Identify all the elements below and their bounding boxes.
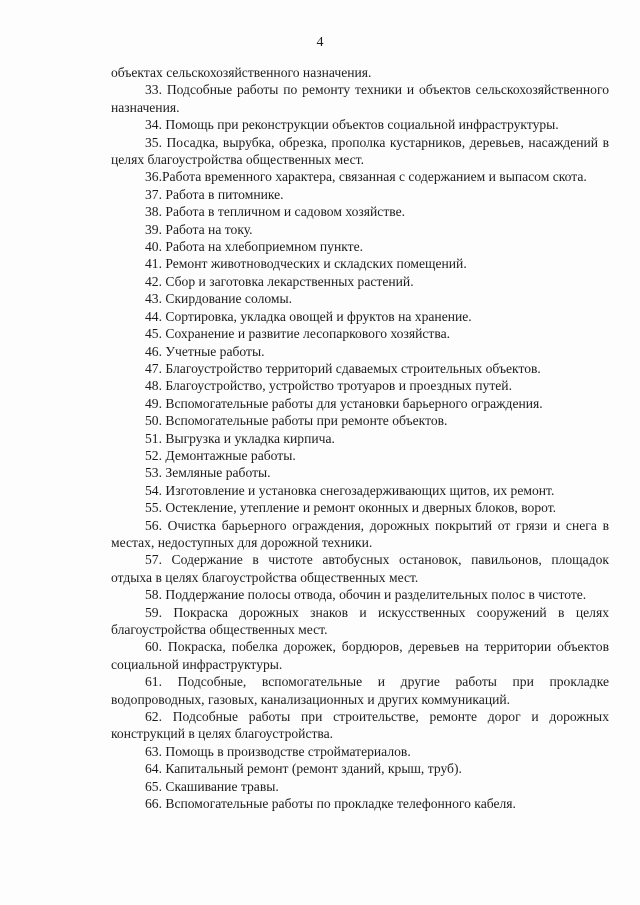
document-body — [111, 64, 609, 812]
list-item: 41. Ремонт животноводческих и складских помещений. — [145, 256, 467, 272]
list-item: 65. Скашивание травы. — [145, 778, 279, 794]
list-item: 52. Демонтажные работы. — [145, 447, 296, 463]
list-item: 62. Подсобные работы при строительстве, ремонте дорог и дорожных конструкций в целях благоустройства. — [111, 709, 609, 742]
list-item: 61. Подсобные, вспомогательные и другие работы при прокладке водопроводных, газовых, канализационных и других коммуникаций. — [111, 674, 609, 707]
list-item: 38. Работа в тепличном и садовом хозяйстве. — [145, 204, 406, 220]
list-item: 63. Помощь в производстве стройматериалов. — [145, 743, 411, 759]
page-number: 4 — [316, 35, 324, 50]
list-item: 57. Содержание в чистоте автобусных остановок, павильонов, площадок отдыха в целях благоустройства общественных мест. — [111, 552, 609, 585]
list-item: 43. Скирдование соломы. — [145, 291, 293, 307]
list-item: 47. Благоустройство территорий сдаваемых строительных объектов. — [145, 360, 541, 376]
work-items-list — [111, 81, 609, 812]
list-item: 64. Капитальный ремонт (ремонт зданий, крыш, труб). — [145, 761, 462, 777]
list-item: 58. Поддержание полосы отвода, обочин и разделительных полос в чистоте. — [145, 587, 587, 603]
list-item: 54. Изготовление и установка снегозадерживающих щитов, их ремонт. — [145, 482, 555, 498]
list-item: 46. Учетные работы. — [145, 343, 265, 359]
continuation-paragraph: объектах сельскохозяйственного назначения. — [111, 65, 372, 80]
list-item: 45. Сохранение и развитие лесопаркового хозяйства. — [145, 326, 451, 342]
list-item: 49. Вспомогательные работы для установки барьерного ограждения. — [145, 395, 543, 411]
list-item: 35. Посадка, вырубка, обрезка, прополка кустарников, деревьев, насаждений в целях благоустройства общественных мест. — [111, 134, 609, 168]
list-item: 66. Вспомогательные работы по прокладке телефонного кабеля. — [145, 796, 516, 812]
list-item: 33. Подсобные работы по ремонту техники и объектов сельскохозяйственного назначения. — [111, 82, 609, 115]
list-item: 48. Благоустройство, устройство тротуаров и проездных путей. — [145, 378, 512, 394]
list-item: 59. Покраска дорожных знаков и искусственных сооружений в целях благоустройства общественных мест. — [111, 604, 609, 637]
list-item: 56. Очистка барьерного ограждения, дорожных покрытий от грязи и снега в местах, недоступных для дорожной техники. — [111, 517, 609, 550]
list-item: 60. Покраска, побелка дорожек, бордюров, деревьев на территории объектов социальной инфраструктуры. — [111, 639, 609, 672]
list-item: 37. Работа в питомнике. — [145, 186, 284, 202]
list-item: 53. Земляные работы. — [145, 465, 271, 481]
list-item: 44. Сортировка, укладка овощей и фруктов на хранение. — [145, 308, 472, 324]
list-item: 42. Сбор и заготовка лекарственных растений. — [145, 273, 414, 289]
list-item: 55. Остекление, утепление и ремонт оконных и дверных блоков, ворот. — [145, 500, 557, 516]
list-item: 34. Помощь при реконструкции объектов социальной инфраструктуры. — [145, 117, 559, 133]
list-item: 51. Выгрузка и укладка кирпича. — [145, 430, 335, 446]
list-item: 50. Вспомогательные работы при ремонте объектов. — [145, 413, 448, 429]
list-item: 36.Работа временного характера, связанная с содержанием и выпасом скота. — [145, 169, 587, 185]
list-item: 39. Работа на току. — [145, 221, 253, 237]
list-item: 40. Работа на хлебоприемном пункте. — [145, 239, 364, 255]
